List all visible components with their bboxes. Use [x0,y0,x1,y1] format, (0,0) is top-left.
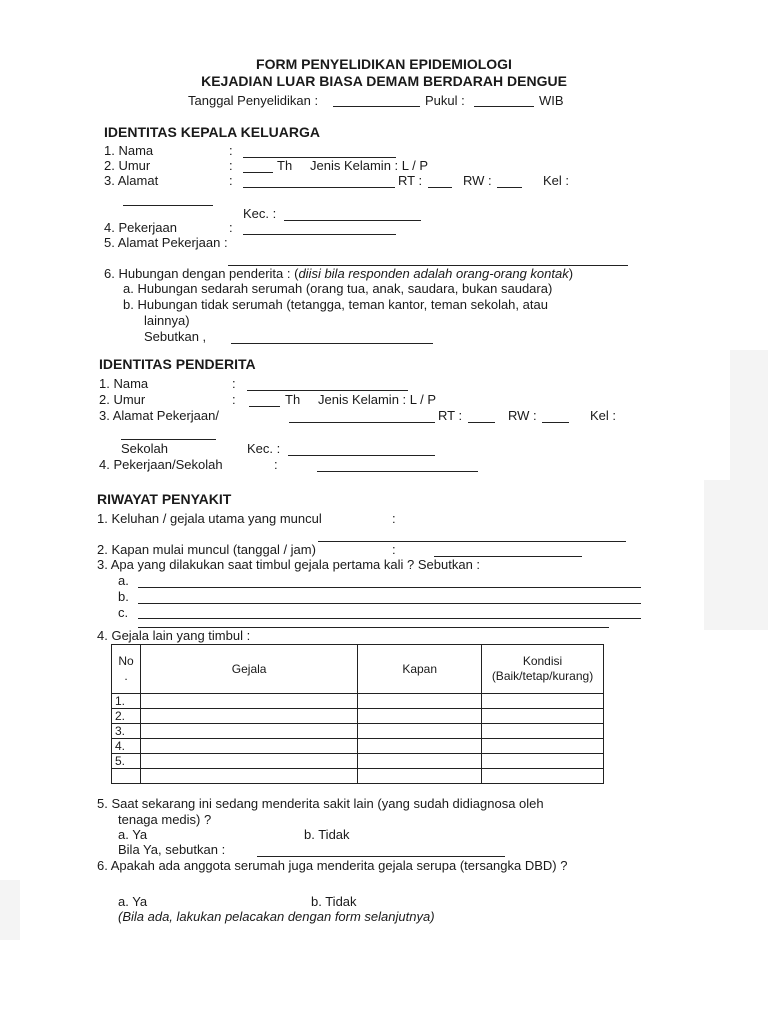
kk-rw-field[interactable] [497,187,522,188]
q1-label: 1. Keluhan / gejala utama yang muncul [97,511,322,526]
scan-edge [704,480,768,630]
colon: : [232,392,236,407]
time-field[interactable] [474,106,534,107]
kel-label: Kel : [543,173,570,188]
section-heading-riwayat: RIWAYAT PENYAKIT [97,491,232,507]
kk-hubungan-option-b[interactable]: b. Hubungan tidak serumah (tetangga, teman kantor, teman sekolah, atau [123,297,548,312]
jenis-kelamin-label: Jenis Kelamin : L / P [318,392,437,407]
q5-label: 5. Saat sekarang ini sedang menderita sakit lain (yang sudah didiagnosa oleh [97,796,544,811]
q6-option-tidak[interactable]: b. Tidak [311,894,357,909]
colon: : [229,173,233,188]
gejala-cell[interactable] [140,739,357,754]
kk-alamat-pekerjaan-label: 5. Alamat Pekerjaan : [104,235,228,250]
gejala-cell[interactable] [140,694,357,709]
pend-umur-label: 2. Umur [99,392,146,407]
table-row [112,709,604,724]
kk-umur-label: 2. Umur [104,158,151,173]
kondisi-cell[interactable] [482,739,604,754]
kk-sebutkan-field[interactable] [231,343,433,344]
kk-nama-label: 1. Nama [104,143,154,158]
gejala-cell[interactable] [140,724,357,739]
kapan-cell[interactable] [358,739,482,754]
date-field[interactable] [333,106,420,107]
pend-nama-field[interactable] [247,390,408,391]
kk-alamat-label: 3. Alamat [104,173,159,188]
q3-b-label: b. [118,589,129,604]
q6-note: (Bila ada, lakukan pelacakan dengan form selanjutnya) [118,909,435,924]
q6-option-ya[interactable]: a. Ya [118,894,148,909]
rt-label: RT : [398,173,423,188]
q5-sebutkan-field[interactable] [257,856,505,857]
kk-hubungan-option-b-cont: lainnya) [144,313,190,328]
colon: : [229,220,233,235]
table-header-kondisi: Kondisi (Baik/tetap/kurang) [482,645,604,694]
table-header-row [112,645,604,694]
sebutkan-label: Sebutkan , [144,329,207,344]
colon: : [229,158,233,173]
pend-alamat-label: 3. Alamat Pekerjaan/ [99,408,219,423]
table-row [112,739,604,754]
q4-label: 4. Gejala lain yang timbul : [97,628,251,643]
kk-hubungan-label: 6. Hubungan dengan penderita : (diisi bila responden adalah orang-orang kontak) [104,266,574,281]
kapan-cell[interactable] [358,709,482,724]
kondisi-cell[interactable] [482,754,604,769]
table-header-no: No . [112,645,141,694]
kondisi-cell[interactable] [482,769,604,784]
rw-label: RW : [508,408,537,423]
table-row [112,754,604,769]
colon: : [392,542,396,557]
kk-kel-field[interactable] [123,205,213,206]
kk-umur-field[interactable] [243,172,273,173]
table-row [112,769,604,784]
kondisi-cell[interactable] [482,724,604,739]
th-label: Th [277,158,293,173]
table-row [112,724,604,739]
table-header-kapan: Kapan [358,645,482,694]
row-number: 5. [112,754,141,769]
q5-label-cont: tenaga medis) ? [118,812,212,827]
kel-label: Kel : [590,408,617,423]
row-number [112,769,141,784]
colon: : [274,457,278,472]
jenis-kelamin-label: Jenis Kelamin : L / P [310,158,429,173]
kondisi-cell[interactable] [482,694,604,709]
kk-pekerjaan-label: 4. Pekerjaan [104,220,177,235]
row-number: 2. [112,709,141,724]
pend-alamat-field[interactable] [289,422,435,423]
q5-option-ya[interactable]: a. Ya [118,827,148,842]
gejala-cell[interactable] [140,769,357,784]
sekolah-label: Sekolah [121,441,168,456]
q3-c-label: c. [118,605,129,620]
pend-pekerjaan-label: 4. Pekerjaan/Sekolah [99,457,223,472]
q3-c-field[interactable] [138,618,641,619]
gejala-table [111,644,604,784]
kapan-cell[interactable] [358,694,482,709]
form-title: FORM PENYELIDIKAN EPIDEMIOLOGI [256,56,512,72]
date-label: Tanggal Penyelidikan : [188,93,319,108]
pend-rw-field[interactable] [542,422,569,423]
q5-bila-label: Bila Ya, sebutkan : [118,842,226,857]
kapan-cell[interactable] [358,769,482,784]
q3-b-field[interactable] [138,603,641,604]
colon: : [232,376,236,391]
section-heading-kk: IDENTITAS KEPALA KELUARGA [104,124,320,140]
section-heading-penderita: IDENTITAS PENDERITA [99,356,256,372]
form-subtitle: KEJADIAN LUAR BIASA DEMAM BERDARAH DENGUE [201,73,567,89]
kk-pekerjaan-field[interactable] [243,234,396,235]
kk-hubungan-option-a[interactable]: a. Hubungan sedarah serumah (orang tua, anak, saudara, bukan saudara) [123,281,553,296]
q6-label: 6. Apakah ada anggota serumah juga menderita gejala serupa (tersangka DBD) ? [97,858,568,873]
colon: : [392,511,396,526]
q3-a-field[interactable] [138,587,641,588]
kec-label: Kec. : [247,441,281,456]
kk-alamat-field[interactable] [243,187,395,188]
q3-a-label: a. [118,573,129,588]
kk-kec-field[interactable] [284,220,421,221]
pend-kec-field[interactable] [288,455,435,456]
q3-label: 3. Apa yang dilakukan saat timbul gejala pertama kali ? Sebutkan : [97,557,481,572]
time-unit: WIB [539,93,564,108]
rt-label: RT : [438,408,463,423]
q1-field[interactable] [318,541,626,542]
time-label: Pukul : [425,93,465,108]
pend-umur-field[interactable] [249,406,280,407]
pend-nama-label: 1. Nama [99,376,149,391]
kec-label: Kec. : [243,206,277,221]
scan-edge [730,350,768,480]
th-label: Th [285,392,301,407]
row-number: 4. [112,739,141,754]
rw-label: RW : [463,173,492,188]
row-number: 1. [112,694,141,709]
q5-option-tidak[interactable]: b. Tidak [304,827,350,842]
pend-pekerjaan-field[interactable] [317,471,478,472]
table-row [112,694,604,709]
q2-label: 2. Kapan mulai muncul (tanggal / jam) [97,542,316,557]
gejala-cell[interactable] [140,754,357,769]
row-number: 3. [112,724,141,739]
colon: : [229,143,233,158]
table-header-gejala: Gejala [140,645,357,694]
kapan-cell[interactable] [358,724,482,739]
scan-edge [0,880,20,940]
gejala-cell[interactable] [140,709,357,724]
kapan-cell[interactable] [358,754,482,769]
pend-rt-field[interactable] [468,422,495,423]
kondisi-cell[interactable] [482,709,604,724]
kk-rt-field[interactable] [428,187,452,188]
pend-kel-field[interactable] [121,439,216,440]
